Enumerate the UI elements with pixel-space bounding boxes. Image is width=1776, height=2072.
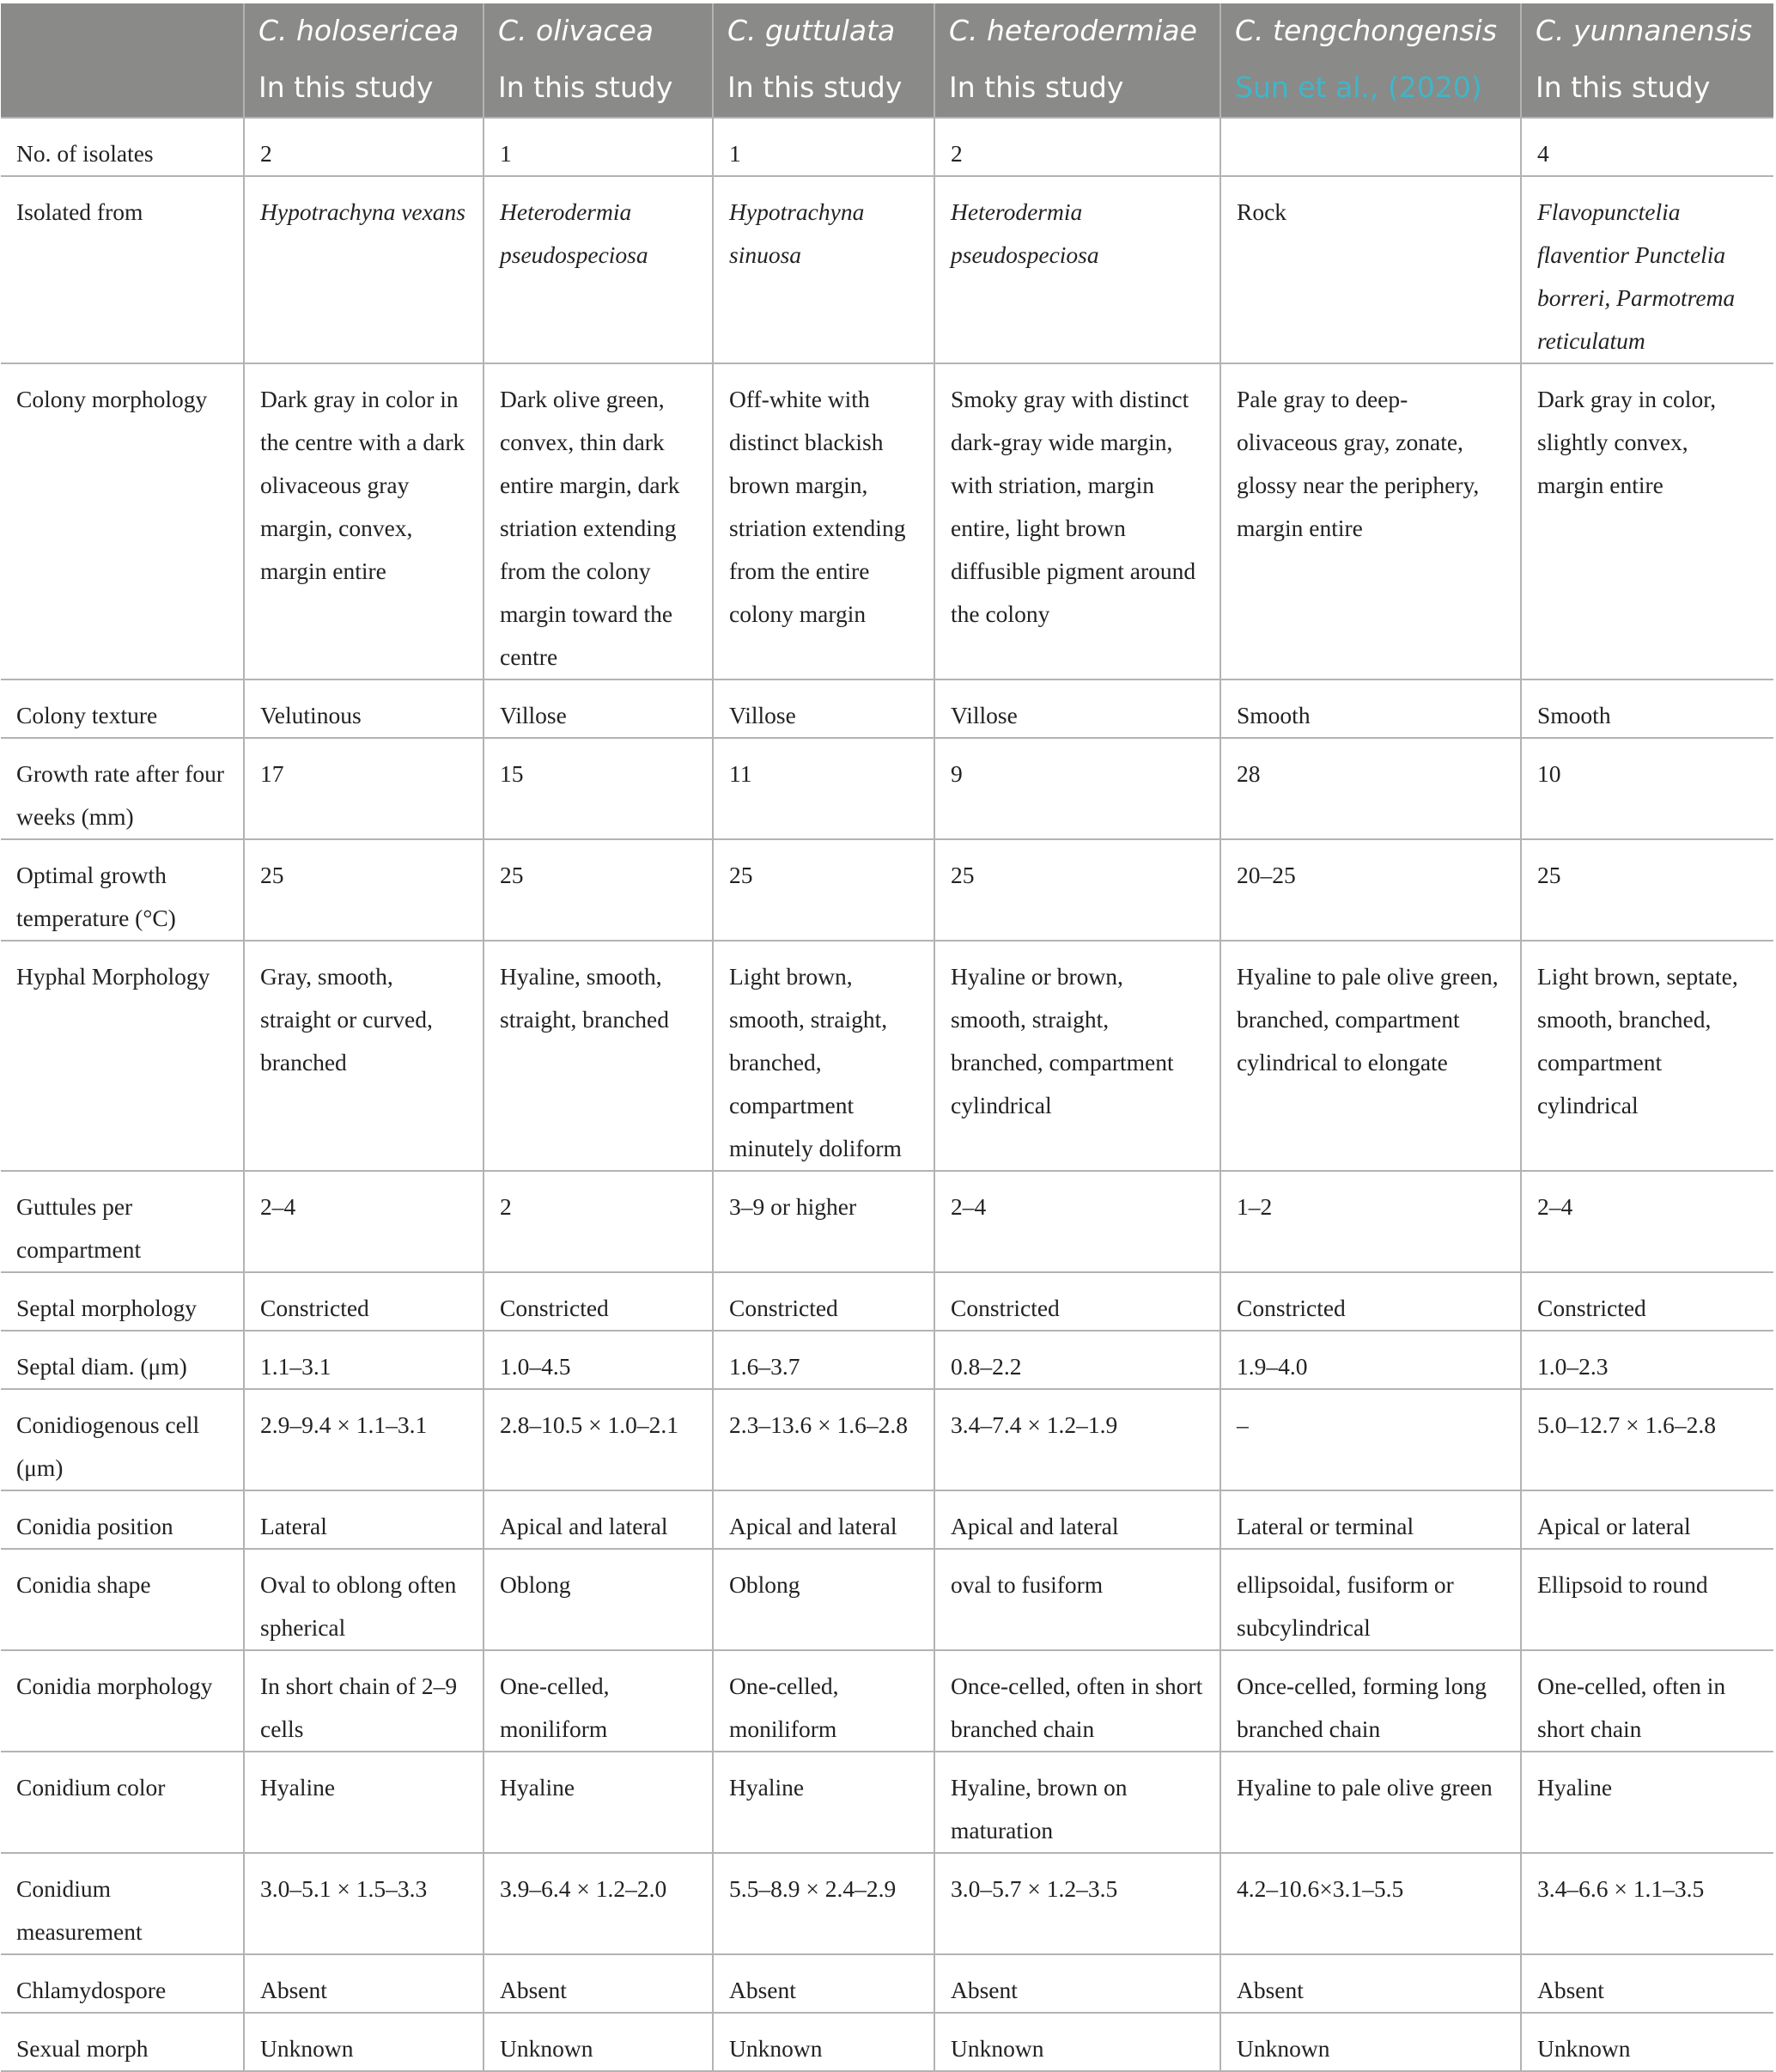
- table-cell: 3.4–7.4 × 1.2–1.9: [934, 1389, 1220, 1490]
- table-cell: Hyaline to pale olive green: [1220, 1752, 1521, 1853]
- table-cell: 3.9–6.4 × 1.2–2.0: [484, 1853, 713, 1954]
- table-cell: Constricted: [934, 1272, 1220, 1331]
- header-species: C. heterodermiae: [934, 3, 1220, 58]
- table-cell: Hyaline to pale olive green, branched, compartment cylindrical to elongate: [1220, 941, 1521, 1171]
- table-cell: Gray, smooth, straight or curved, branched: [244, 941, 484, 1171]
- table-cell: Dark olive green, convex, thin dark entire margin, dark striation extending from the colony margin toward the centre: [484, 363, 713, 679]
- table-row: [1, 941, 1773, 1171]
- species-header-row: [1, 3, 1773, 58]
- row-label: Sexual morph: [1, 2013, 244, 2071]
- table-cell: Constricted: [244, 1272, 484, 1331]
- table-cell: Constricted: [1521, 1272, 1773, 1331]
- table-row: [1, 1272, 1773, 1331]
- table-cell: 2.8–10.5 × 1.0–2.1: [484, 1389, 713, 1490]
- table-cell: Villose: [934, 679, 1220, 738]
- table-cell: Apical and lateral: [934, 1490, 1220, 1549]
- table-cell: 1.6–3.7: [713, 1331, 934, 1389]
- row-label: Growth rate after four weeks (mm): [1, 738, 244, 839]
- table-cell: 1.9–4.0: [1220, 1331, 1521, 1389]
- header-source: In this study: [1521, 58, 1773, 118]
- table-cell: 2: [934, 118, 1220, 176]
- table-row: [1, 363, 1773, 679]
- table-cell: Flavopunctelia flaventior Punctelia borreri, Parmotrema reticulatum: [1521, 176, 1773, 363]
- table-cell: Hyaline: [1521, 1752, 1773, 1853]
- row-label: Colony texture: [1, 679, 244, 738]
- table-cell: 1.0–2.3: [1521, 1331, 1773, 1389]
- table-cell: Hyaline: [484, 1752, 713, 1853]
- table-cell: Hyaline: [713, 1752, 934, 1853]
- table-cell: Once-celled, forming long branched chain: [1220, 1650, 1521, 1752]
- table-row: [1, 1752, 1773, 1853]
- comparison-table: [1, 3, 1773, 2072]
- table-cell: Unknown: [484, 2013, 713, 2071]
- table-cell: Lateral or terminal: [1220, 1490, 1521, 1549]
- table-cell: Heterodermia pseudospeciosa: [934, 176, 1220, 363]
- table-cell: 15: [484, 738, 713, 839]
- table-cell: Absent: [934, 1954, 1220, 2013]
- table-cell: Apical or lateral: [1521, 1490, 1773, 1549]
- header-species: C. tengchongensis: [1220, 3, 1521, 58]
- table-cell: 3.0–5.7 × 1.2–3.5: [934, 1853, 1220, 1954]
- table-row: [1, 1389, 1773, 1490]
- table-cell: 1: [484, 118, 713, 176]
- table-row: [1, 839, 1773, 941]
- row-label: Septal morphology: [1, 1272, 244, 1331]
- table-cell: 25: [1521, 839, 1773, 941]
- table-cell: Smooth: [1220, 679, 1521, 738]
- table-cell: 1.0–4.5: [484, 1331, 713, 1389]
- table-cell: Unknown: [1521, 2013, 1773, 2071]
- table-cell: 2.3–13.6 × 1.6–2.8: [713, 1389, 934, 1490]
- table-row: [1, 1549, 1773, 1650]
- citation-link[interactable]: Sun et al., (2020): [1235, 70, 1482, 104]
- header-corner: [1, 3, 244, 58]
- table-cell: 25: [934, 839, 1220, 941]
- row-label: Conidia position: [1, 1490, 244, 1549]
- row-label: Chlamydospore: [1, 1954, 244, 2013]
- table-cell: Hypotrachyna sinuosa: [713, 176, 934, 363]
- table-row: [1, 1490, 1773, 1549]
- header-source: In this study: [244, 58, 484, 118]
- table-cell: 2.9–9.4 × 1.1–3.1: [244, 1389, 484, 1490]
- row-label: Conidia morphology: [1, 1650, 244, 1752]
- table-cell: Off-white with distinct blackish brown margin, striation extending from the entire colony margin: [713, 363, 934, 679]
- table-header: [1, 3, 1773, 118]
- table-cell: –: [1220, 1389, 1521, 1490]
- header-source: In this study: [484, 58, 713, 118]
- table-cell: 3.0–5.1 × 1.5–3.3: [244, 1853, 484, 1954]
- table-cell: Once-celled, often in short branched chain: [934, 1650, 1220, 1752]
- table-cell: Smooth: [1521, 679, 1773, 738]
- table-cell: 28: [1220, 738, 1521, 839]
- table-cell: Ellipsoid to round: [1521, 1549, 1773, 1650]
- table-cell: 2–4: [934, 1171, 1220, 1272]
- table-cell: 2: [244, 118, 484, 176]
- table-cell: 25: [484, 839, 713, 941]
- table-cell: Villose: [713, 679, 934, 738]
- table-cell: Hyaline or brown, smooth, straight, branched, compartment cylindrical: [934, 941, 1220, 1171]
- table-cell: Constricted: [713, 1272, 934, 1331]
- row-label: Colony morphology: [1, 363, 244, 679]
- table-cell: 17: [244, 738, 484, 839]
- row-label: Isolated from: [1, 176, 244, 363]
- table-cell: 25: [244, 839, 484, 941]
- table-cell: Hypotrachyna vexans: [244, 176, 484, 363]
- table-cell: One-celled, moniliform: [484, 1650, 713, 1752]
- table-cell: Absent: [1521, 1954, 1773, 2013]
- table-row: [1, 176, 1773, 363]
- table-cell: 1–2: [1220, 1171, 1521, 1272]
- table-cell: 5.5–8.9 × 2.4–2.9: [713, 1853, 934, 1954]
- table-row: [1, 1650, 1773, 1752]
- table-cell: Villose: [484, 679, 713, 738]
- row-label: Conidia shape: [1, 1549, 244, 1650]
- table-cell: Apical and lateral: [713, 1490, 934, 1549]
- table-cell: One-celled, often in short chain: [1521, 1650, 1773, 1752]
- table-row: [1, 1331, 1773, 1389]
- table-cell: Hyaline: [244, 1752, 484, 1853]
- row-label: Conidium measurement: [1, 1853, 244, 1954]
- table-cell: 1: [713, 118, 934, 176]
- table-cell: Unknown: [934, 2013, 1220, 2071]
- table-cell: 2–4: [1521, 1171, 1773, 1272]
- header-source-citation[interactable]: [1220, 58, 1521, 118]
- table-cell: 9: [934, 738, 1220, 839]
- table-cell: Dark gray in color, slightly convex, margin entire: [1521, 363, 1773, 679]
- table-cell: 2: [484, 1171, 713, 1272]
- table-cell: Apical and lateral: [484, 1490, 713, 1549]
- table-cell: 2–4: [244, 1171, 484, 1272]
- table-row: [1, 1853, 1773, 1954]
- table-cell: 3.4–6.6 × 1.1–3.5: [1521, 1853, 1773, 1954]
- table-cell: Absent: [1220, 1954, 1521, 2013]
- row-label: No. of isolates: [1, 118, 244, 176]
- table-cell: 5.0–12.7 × 1.6–2.8: [1521, 1389, 1773, 1490]
- table-cell: Light brown, septate, smooth, branched, compartment cylindrical: [1521, 941, 1773, 1171]
- header-species: C. guttulata: [713, 3, 934, 58]
- table-cell: 11: [713, 738, 934, 839]
- table-cell: Hyaline, smooth, straight, branched: [484, 941, 713, 1171]
- table-cell: Rock: [1220, 176, 1521, 363]
- table-cell: Hyaline, brown on maturation: [934, 1752, 1220, 1853]
- table-cell: Unknown: [244, 2013, 484, 2071]
- table-cell: 1.1–3.1: [244, 1331, 484, 1389]
- table-cell: Unknown: [713, 2013, 934, 2071]
- table-cell: oval to fusiform: [934, 1549, 1220, 1650]
- table-cell: ellipsoidal, fusiform or subcylindrical: [1220, 1549, 1521, 1650]
- table-row: [1, 118, 1773, 176]
- header-species: C. olivacea: [484, 3, 713, 58]
- table-cell: Constricted: [1220, 1272, 1521, 1331]
- table-row: [1, 2013, 1773, 2071]
- table-cell: Pale gray to deep-olivaceous gray, zonate, glossy near the periphery, margin entire: [1220, 363, 1521, 679]
- table-cell: Lateral: [244, 1490, 484, 1549]
- table-cell: One-celled, moniliform: [713, 1650, 934, 1752]
- row-label: Hyphal Morphology: [1, 941, 244, 1171]
- table-cell: 10: [1521, 738, 1773, 839]
- table-cell: Absent: [484, 1954, 713, 2013]
- table-cell: [1220, 118, 1521, 176]
- row-label: Conidiogenous cell (μm): [1, 1389, 244, 1490]
- row-label: Septal diam. (μm): [1, 1331, 244, 1389]
- table-cell: 25: [713, 839, 934, 941]
- table-cell: Absent: [244, 1954, 484, 2013]
- table-cell: Unknown: [1220, 2013, 1521, 2071]
- table-cell: 3–9 or higher: [713, 1171, 934, 1272]
- header-corner: [1, 58, 244, 118]
- table-cell: In short chain of 2–9 cells: [244, 1650, 484, 1752]
- table-cell: 4.2–10.6×3.1–5.5: [1220, 1853, 1521, 1954]
- table-cell: Oval to oblong often spherical: [244, 1549, 484, 1650]
- table-cell: Oblong: [484, 1549, 713, 1650]
- table-body: [1, 118, 1773, 2071]
- table-cell: Constricted: [484, 1272, 713, 1331]
- source-header-row: [1, 58, 1773, 118]
- row-label: Conidium color: [1, 1752, 244, 1853]
- table-cell: Light brown, smooth, straight, branched, compartment minutely doliform: [713, 941, 934, 1171]
- table-row: [1, 679, 1773, 738]
- row-label: Optimal growth temperature (°C): [1, 839, 244, 941]
- table-cell: Velutinous: [244, 679, 484, 738]
- table-row: [1, 738, 1773, 839]
- table-cell: 4: [1521, 118, 1773, 176]
- table-cell: Oblong: [713, 1549, 934, 1650]
- table-cell: Absent: [713, 1954, 934, 2013]
- table-row: [1, 1954, 1773, 2013]
- header-source: In this study: [934, 58, 1220, 118]
- table-cell: Heterodermia pseudospeciosa: [484, 176, 713, 363]
- table-cell: 20–25: [1220, 839, 1521, 941]
- table-row: [1, 1171, 1773, 1272]
- table-cell: Dark gray in color in the centre with a dark olivaceous gray margin, convex, margin entire: [244, 363, 484, 679]
- row-label: Guttules per compartment: [1, 1171, 244, 1272]
- header-species: C. yunnanensis: [1521, 3, 1773, 58]
- header-source: In this study: [713, 58, 934, 118]
- table-cell: Smoky gray with distinct dark-gray wide margin, with striation, margin entire, light brown diffusible pigment around the colony: [934, 363, 1220, 679]
- header-species: C. holosericea: [244, 3, 484, 58]
- table-cell: 0.8–2.2: [934, 1331, 1220, 1389]
